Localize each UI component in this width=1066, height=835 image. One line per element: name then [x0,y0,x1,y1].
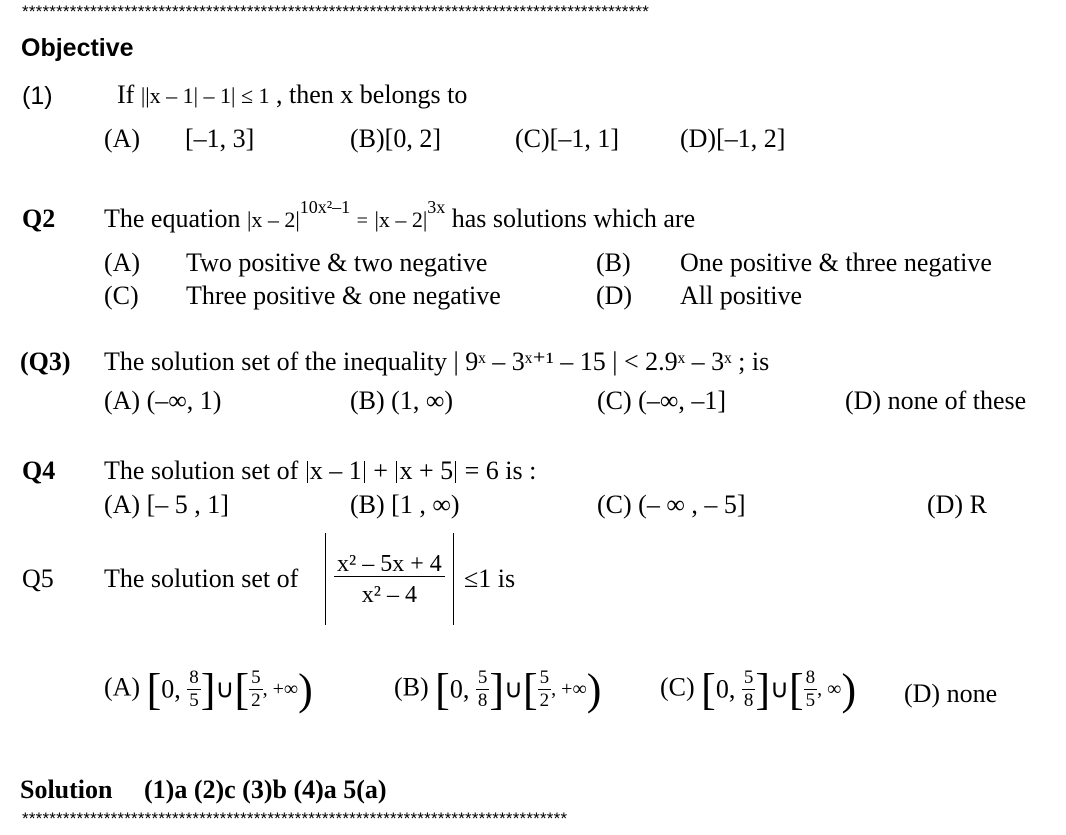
separator-bottom: ******************************************************************************** [22,809,568,828]
option-b[interactable]: (B) [394,672,429,702]
option-b[interactable]: (B) (1, ∞) [350,386,454,415]
abs-fraction [325,533,454,625]
solution-answers: (1)a (2)c (3)b (4)a 5(a) [144,775,387,804]
question-prefix: The solution set of [104,564,299,593]
option-b-wrapper[interactable]: (B) [0, $\frac{5}{8}$ ]∪[ $\frac{5}{2}$ , +∞) [394,665,602,714]
option-b[interactable]: (B) [596,248,631,277]
option-c[interactable]: (C) [104,281,139,310]
option-a[interactable]: (A) (–∞, 1) [104,386,222,415]
inequality-expr: ||x – 1| – 1| ≤ 1 [140,83,270,108]
option-a[interactable]: (A) [104,672,141,702]
option-d[interactable]: (D) [596,281,633,310]
separator-top: ******************************************************************************************** [22,2,650,21]
question-text: The equation $|x - 2|^{10x^2-1} = |x - 2|^{3x}$ has solutions which are [104,197,696,233]
option-c[interactable]: (C)[–1, 1] [515,124,619,153]
option-a[interactable]: (A) [– 5 , 1] [104,490,229,519]
option-a[interactable]: (A) [104,248,141,277]
option-a-text: Two positive & two negative [186,248,488,277]
fraction-numerator: x² – 5x + 4 [334,552,445,577]
question-text: The solution set of x – 1 + x + 5 = 6 is : [104,456,537,485]
option-b[interactable]: (B) [1 , ∞) [350,490,460,519]
option-c-text: Three positive & one negative [186,281,501,310]
abs-expr-2: x + 5 [399,456,454,485]
option-a[interactable]: (A) [104,124,141,153]
question-text: The solution set of the inequality | 9ˣ – 3ˣ⁺¹ – 15 | < 2.9ˣ – 3ˣ ; is [104,347,770,376]
option-c[interactable]: (C) (– ∞ , – 5] [597,490,746,519]
option-c[interactable]: (C) (–∞, –1] [597,386,727,415]
option-d[interactable]: (D)[–1, 2] [680,124,786,153]
question-number: Q2 [22,204,56,233]
option-d[interactable]: (D) none of these [845,386,1027,415]
question-number: Q4 [22,456,56,485]
option-a-wrapper[interactable]: (A) [0, $\frac{8}{5}$ ]∪[ $\frac{5}{2}$ , +∞) [104,665,313,714]
option-c-wrapper[interactable]: (C) [0, $\frac{5}{8}$ ]∪[ $\frac{8}{5}$ , ∞) [660,665,857,714]
section-heading: Objective [21,34,134,62]
question-suffix: ≤1 is [464,564,516,593]
option-c[interactable]: (C) [660,672,695,702]
option-b-text: One positive & three negative [680,248,992,277]
abs-expr-1: x – 1 [309,456,362,485]
option-d-text: All positive [680,281,803,310]
option-a-value: [–1, 3] [185,124,255,153]
solution-label: Solution [20,775,113,804]
option-b[interactable]: (B)[0, 2] [350,124,441,153]
option-d[interactable]: (D) R [927,490,987,519]
question-number: (1) [22,82,53,110]
option-d[interactable]: (D) none [904,679,998,708]
question-text: If ||x – 1| – 1| ≤ 1 , then x belongs to [117,80,468,109]
question-number: Q5 [22,564,54,593]
fraction-denominator: x² – 4 [361,581,417,608]
question-number: (Q3) [20,347,71,376]
